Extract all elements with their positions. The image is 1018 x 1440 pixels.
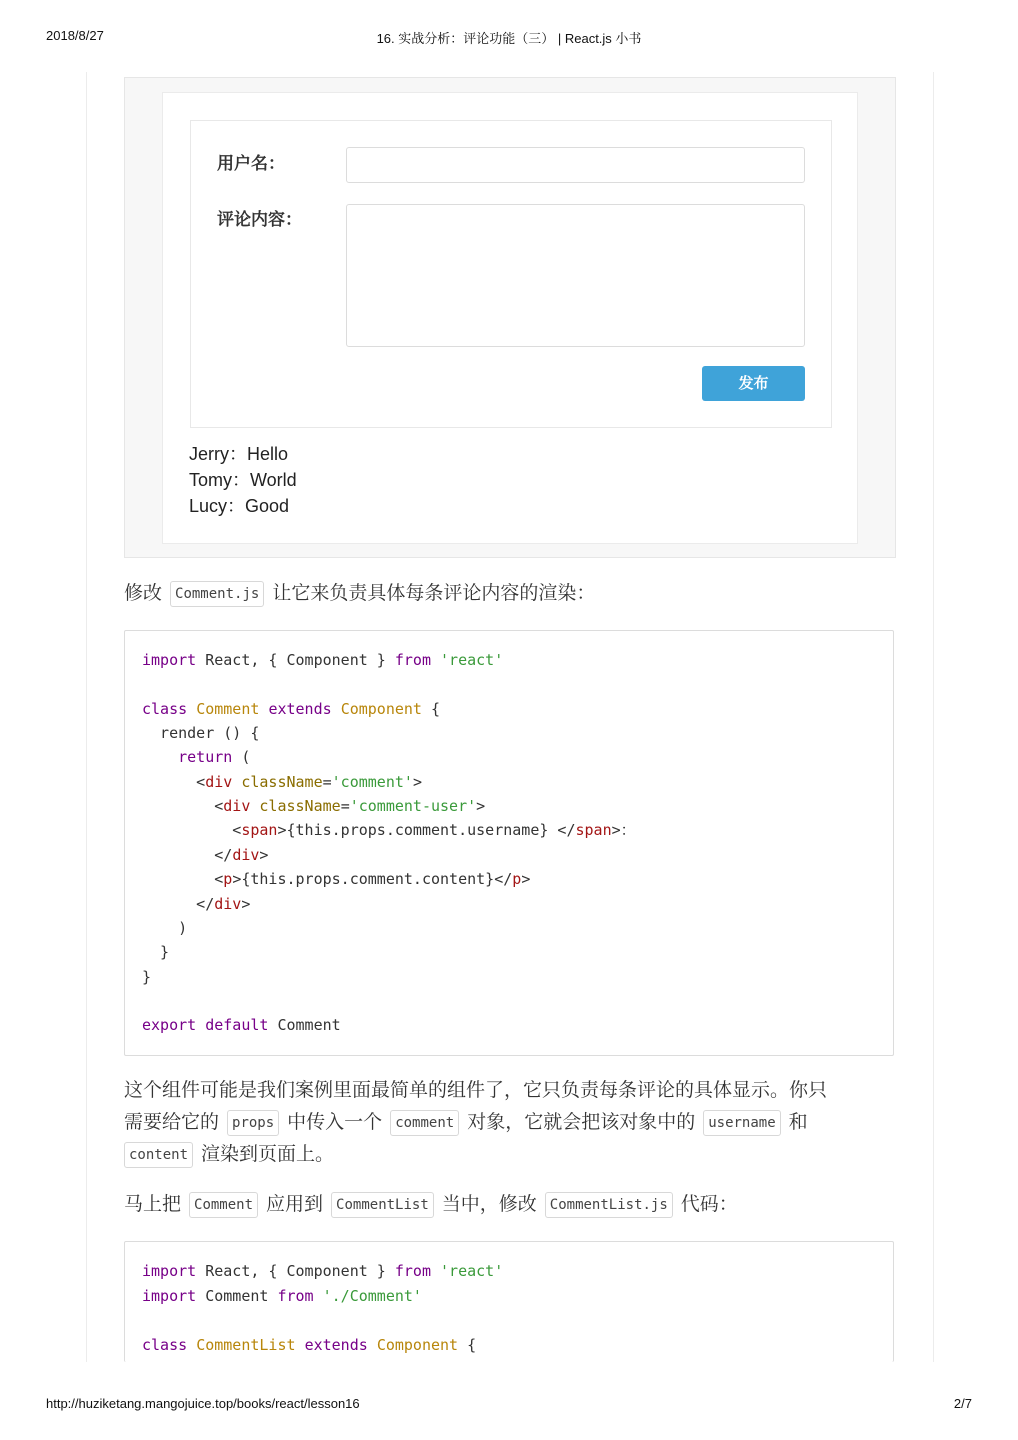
username-label: 用户名： bbox=[217, 154, 285, 174]
code-token bbox=[296, 1336, 305, 1354]
inline-code-props: props bbox=[227, 1110, 279, 1136]
inline-code-comment: comment bbox=[390, 1110, 459, 1136]
para1-text-after: 让它来负责具体每条评论内容的渲染： bbox=[272, 582, 596, 604]
paragraph-modify-comment bbox=[124, 577, 894, 609]
code-token: extends bbox=[304, 1335, 368, 1354]
code-line bbox=[142, 745, 250, 769]
code-line bbox=[142, 648, 503, 672]
code-token: Component bbox=[340, 699, 422, 718]
code-token: import bbox=[142, 1262, 197, 1280]
code-token: from bbox=[394, 1262, 431, 1280]
code-token: React, { Component } bbox=[196, 1262, 395, 1280]
code-line bbox=[142, 794, 485, 818]
code-line bbox=[142, 818, 636, 842]
para2-text: 中传入一个 bbox=[287, 1111, 383, 1133]
code-token: = bbox=[322, 772, 332, 791]
code-line bbox=[142, 867, 530, 891]
code-token bbox=[142, 748, 178, 766]
comment-item: Jerry：Hello bbox=[189, 444, 289, 464]
code-line bbox=[142, 721, 259, 745]
code-token: { bbox=[421, 699, 441, 718]
code-token: default bbox=[205, 1016, 269, 1035]
code-block-comment-js bbox=[124, 630, 894, 1056]
comment-item: Lucy：Good bbox=[189, 496, 290, 516]
print-page-number: 2/7 bbox=[953, 1396, 972, 1411]
code-token: from bbox=[394, 651, 431, 669]
code-line bbox=[142, 1333, 476, 1357]
para3-text: 当中，修改 bbox=[441, 1193, 537, 1215]
code-token: span bbox=[575, 821, 612, 840]
code-token: } bbox=[142, 967, 152, 986]
print-url: http://huziketang.mangojuice.top/books/react/lesson16 bbox=[46, 1396, 360, 1411]
print-footer bbox=[0, 1396, 1018, 1416]
code-token: </ bbox=[142, 845, 233, 864]
code-token: { bbox=[458, 1335, 477, 1354]
code-token: < bbox=[142, 797, 224, 816]
para3-text: 马上把 bbox=[124, 1193, 182, 1215]
code-token: Comment bbox=[196, 699, 260, 718]
code-token: className bbox=[259, 797, 341, 816]
comment-input-form bbox=[190, 120, 832, 428]
code-token bbox=[232, 773, 241, 791]
code-token: class bbox=[142, 1335, 188, 1354]
code-line bbox=[142, 940, 169, 964]
code-token: > bbox=[241, 894, 251, 913]
code-token: >{this.props.comment.username} </ bbox=[277, 821, 576, 840]
code-line bbox=[142, 1259, 503, 1283]
inline-code-username: username bbox=[703, 1110, 780, 1136]
inline-code-commentlist-js: CommentList.js bbox=[545, 1192, 673, 1218]
code-line bbox=[142, 1284, 422, 1308]
code-token: 'react' bbox=[440, 651, 504, 669]
code-token: < bbox=[142, 821, 242, 840]
code-token: div bbox=[223, 797, 251, 816]
print-header bbox=[0, 28, 1018, 48]
code-token: extends bbox=[268, 699, 332, 718]
code-token: < bbox=[142, 870, 224, 889]
code-token: p bbox=[512, 870, 522, 889]
code-token bbox=[431, 651, 440, 669]
code-line bbox=[142, 1013, 341, 1037]
code-token: from bbox=[277, 1286, 314, 1305]
code-token: > bbox=[412, 772, 422, 791]
code-token: p bbox=[223, 870, 233, 889]
paragraph-component-explanation bbox=[124, 1074, 894, 1170]
para3-text: 应用到 bbox=[266, 1193, 324, 1215]
comment-list bbox=[189, 441, 297, 519]
code-line bbox=[142, 697, 440, 721]
code-token: div bbox=[232, 845, 260, 864]
content-textarea[interactable] bbox=[346, 204, 805, 347]
code-token: ) bbox=[142, 918, 188, 937]
code-token: < bbox=[142, 772, 206, 791]
code-line bbox=[142, 770, 422, 794]
print-title: 16. 实战分析：评论功能（三） | React.js 小书 bbox=[376, 31, 642, 46]
para2-text: 渲染到页面上。 bbox=[201, 1143, 335, 1165]
code-token: >{this.props.comment.content}</ bbox=[232, 870, 513, 889]
code-token bbox=[187, 1336, 196, 1354]
inline-code-comment-js: Comment.js bbox=[170, 581, 264, 607]
inline-code-content: content bbox=[124, 1142, 193, 1168]
comment-item: Tomy：World bbox=[189, 470, 297, 490]
code-token: div bbox=[205, 772, 233, 791]
print-date: 2018/8/27 bbox=[46, 28, 104, 43]
code-token: import bbox=[142, 1286, 197, 1305]
code-token: Comment bbox=[268, 1016, 341, 1035]
para2-text: 需要给它的 bbox=[124, 1111, 220, 1133]
code-token: } bbox=[142, 943, 170, 962]
para2-line1: 这个组件可能是我们案例里面最简单的组件了，它只负责每条评论的具体显示。你只 bbox=[124, 1079, 828, 1101]
code-token bbox=[431, 1262, 440, 1280]
code-token bbox=[187, 700, 196, 718]
code-line bbox=[142, 843, 268, 867]
code-token: return bbox=[178, 748, 233, 767]
code-token: render () { bbox=[142, 724, 260, 743]
code-block-commentlist-js bbox=[124, 1241, 894, 1362]
inline-code-commentlist: CommentList bbox=[331, 1192, 434, 1218]
paragraph-apply-comment bbox=[124, 1188, 894, 1220]
code-token: >： bbox=[611, 821, 636, 840]
para2-line2 bbox=[124, 1106, 894, 1138]
code-token: className bbox=[241, 772, 323, 791]
code-token: Comment bbox=[196, 1286, 278, 1305]
code-token: > bbox=[259, 845, 269, 864]
para2-text: 对象，它就会把该对象中的 bbox=[467, 1111, 696, 1133]
comment-app-wrapper bbox=[162, 92, 858, 544]
code-token: import bbox=[142, 651, 197, 669]
code-token bbox=[368, 1336, 377, 1354]
para1-text: 修改 bbox=[124, 582, 163, 604]
inline-code-comment-component: Comment bbox=[189, 1192, 258, 1218]
submit-button[interactable]: 发布 bbox=[702, 366, 805, 401]
code-token bbox=[196, 1016, 205, 1034]
code-token: span bbox=[241, 821, 278, 840]
code-line bbox=[142, 965, 151, 989]
code-token: export bbox=[142, 1016, 197, 1035]
code-token: 'comment-user' bbox=[349, 797, 477, 816]
code-token: React, { Component } bbox=[196, 651, 395, 669]
code-token bbox=[332, 700, 341, 718]
code-token: = bbox=[340, 797, 350, 816]
para2-text: 和 bbox=[788, 1111, 808, 1133]
code-token: CommentList bbox=[196, 1335, 296, 1354]
code-token: > bbox=[521, 870, 531, 889]
code-token: 'comment' bbox=[331, 772, 413, 791]
username-input[interactable] bbox=[346, 147, 805, 183]
code-token: Component bbox=[376, 1335, 459, 1354]
code-token: ( bbox=[232, 748, 251, 767]
code-token: > bbox=[476, 797, 486, 816]
code-token: div bbox=[214, 894, 242, 913]
code-line bbox=[142, 892, 250, 916]
code-line bbox=[142, 916, 187, 940]
code-token: 'react' bbox=[440, 1262, 504, 1280]
para3-text: 代码： bbox=[680, 1193, 738, 1215]
code-token: './Comment' bbox=[322, 1286, 422, 1305]
para2-line3 bbox=[124, 1138, 894, 1170]
demo-screenshot bbox=[124, 77, 896, 558]
content-label: 评论内容： bbox=[217, 210, 302, 230]
code-token bbox=[314, 1287, 323, 1305]
code-token: class bbox=[142, 699, 188, 718]
code-token: </ bbox=[142, 894, 215, 913]
